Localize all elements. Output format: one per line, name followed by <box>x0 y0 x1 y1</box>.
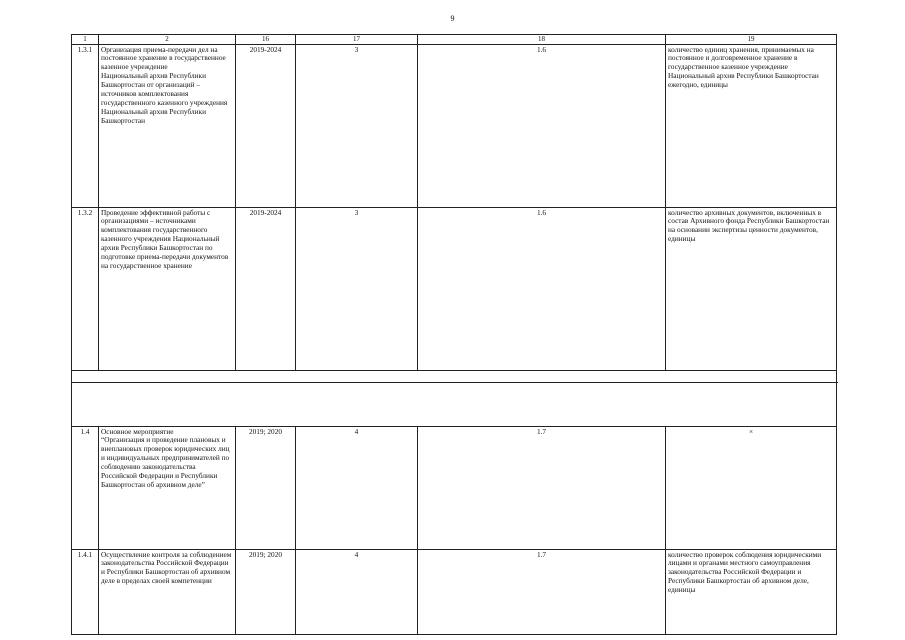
header-cell: 1 <box>72 35 99 45</box>
table-row <box>72 44 837 207</box>
implementation-period: 2019; 2020 <box>236 549 296 634</box>
page-number: 9 <box>450 14 455 23</box>
row-code: 1.3.2 <box>72 207 99 370</box>
header-cell: 2 <box>99 35 236 45</box>
activity-name: Осуществление контроля за соблюдением законодательства Российской Федерации и Республики Башкортостан об архивном деле в пределах своей компетенции <box>99 549 236 634</box>
indicator-number: 1.6 <box>418 207 666 370</box>
indicator-name: количество проверок соблюдения юридическими лицами и органами местного самоуправления законодательства Российской Федерации и Республики Башкортостан об архивном деле, единицы <box>666 549 837 634</box>
header-cell: 16 <box>236 35 296 45</box>
activity-name: Проведение эффективной работы с организациями – источниками комплектования государственного казенного учреждения Национальный архив Республики Башкортостан по подготовке приема-передачи документов на государственное хранение <box>99 207 236 370</box>
empty-row <box>72 382 837 426</box>
task-number: 4 <box>296 426 418 549</box>
row-code: 1.4.1 <box>72 549 99 634</box>
implementation-period: 2019-2024 <box>236 44 296 207</box>
task-number: 3 <box>296 44 418 207</box>
empty-row <box>72 370 837 382</box>
activity-name: Организация приема-передачи дел на постоянное хранение в государственное казенное учреждение Национальный архив Республики Башкортостан от организаций – источников комплектования государственного казенного учреждения Национальный архив Республики Башкортостан <box>99 44 236 207</box>
implementation-period: 2019-2024 <box>236 207 296 370</box>
indicator-number: 1.7 <box>418 549 666 634</box>
implementation-period: 2019; 2020 <box>236 426 296 549</box>
indicator-number: 1.6 <box>418 44 666 207</box>
task-number: 4 <box>296 549 418 634</box>
header-row <box>72 35 837 45</box>
header-cell: 17 <box>296 35 418 45</box>
header-cell: 18 <box>418 35 666 45</box>
table-row <box>72 207 837 370</box>
row-code: 1.3.1 <box>72 44 99 207</box>
indicator-number: 1.7 <box>418 426 666 549</box>
task-number: 3 <box>296 207 418 370</box>
row-code: 1.4 <box>72 426 99 549</box>
header-cell: 19 <box>666 35 837 45</box>
empty-cell <box>72 370 837 382</box>
table-row <box>72 426 837 549</box>
indicator-name: × <box>666 426 837 549</box>
program-activities-table <box>71 34 837 635</box>
indicator-name: количество единиц хранения, принимаемых на постоянное и долговременное хранение в государственное казенное учреждение Национальный архив Республики Башкортостан ежегодно, единицы <box>666 44 837 207</box>
activity-name: Основное мероприятие “Организация и проведение плановых и внеплановых проверок юридических лиц и индивидуальных предпринимателей по соблюдению законодательства Российской Федерации и Республики Башкортостан об архивном деле” <box>99 426 236 549</box>
empty-cell <box>72 382 837 426</box>
table-row <box>72 549 837 634</box>
indicator-name: количество архивных документов, включенных в состав Архивного фонда Республики Башкортостан на основании экспертизы ценности документов, единицы <box>666 207 837 370</box>
